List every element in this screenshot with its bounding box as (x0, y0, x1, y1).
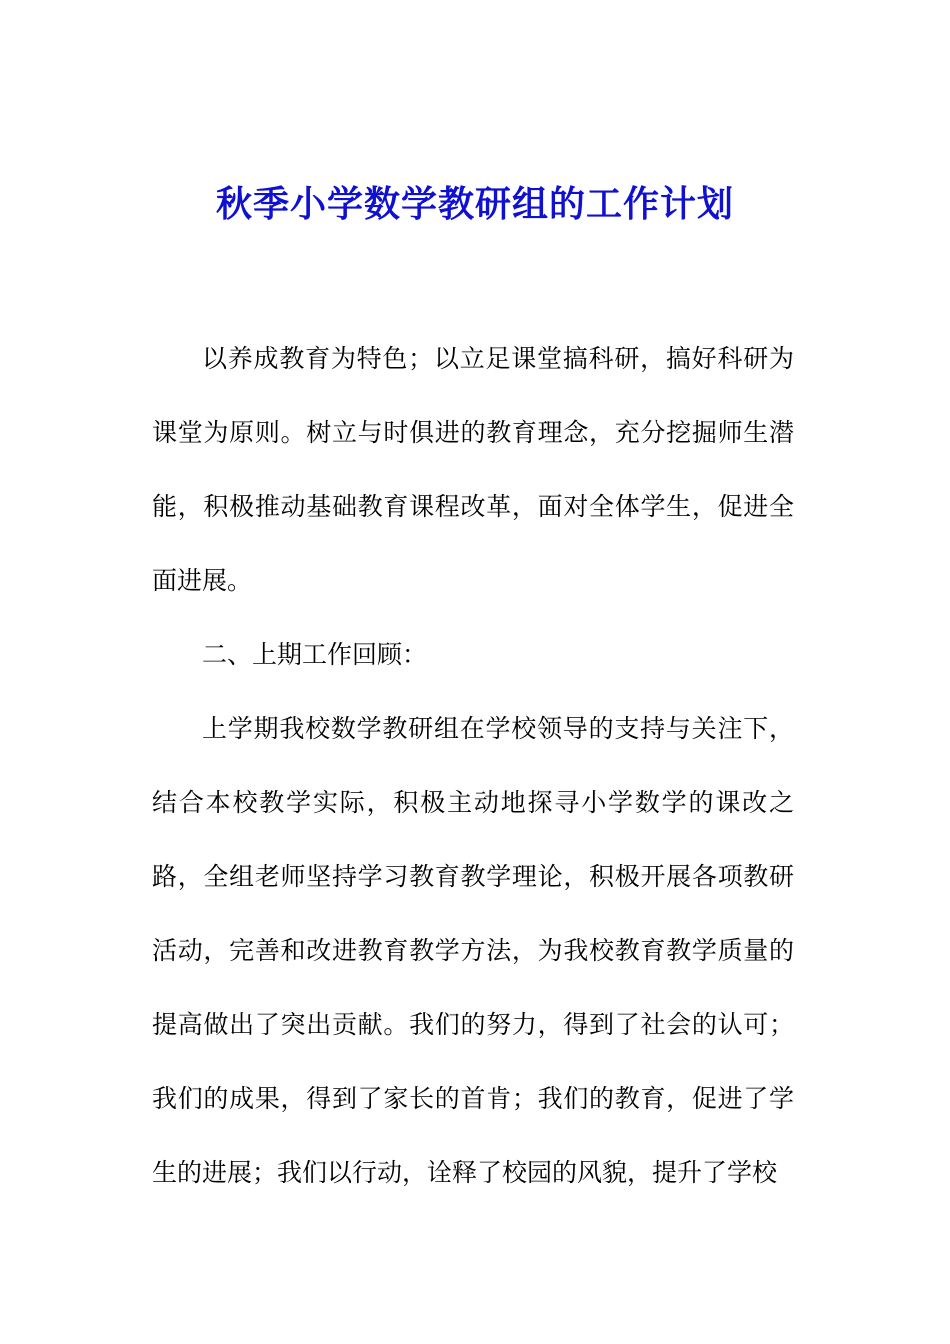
section-heading-review: 二、上期工作回顾： (202, 640, 428, 669)
paragraph-review: 上学期我校数学教研组在学校领导的支持与关注下，结合本校教学实际，积极主动地探寻小学数学的课改之路，全组老师坚持学习教育教学理论，积极开展各项教研活动，完善和改进教育教学方法，为我校教育教学质量的提高做出了突出贡献。我们的努力，得到了社会的认可；我们的成果，得到了家长的首肯；我们的教育，促进了学生的进展；我们以行动，诠释了校园的风貌，提升了学校 (152, 714, 794, 1187)
document-title: 秋季小学数学教研组的工作计划 (215, 183, 734, 225)
paragraph-intro: 以养成教育为特色；以立足课堂搞科研，搞好科研为课堂为原则。树立与时俱进的教育理念，充分挖掘师生潜能，积极推动基础教育课程改革，面对全体学生，促进全面进展。 (152, 344, 794, 595)
document-body (152, 322, 794, 1210)
